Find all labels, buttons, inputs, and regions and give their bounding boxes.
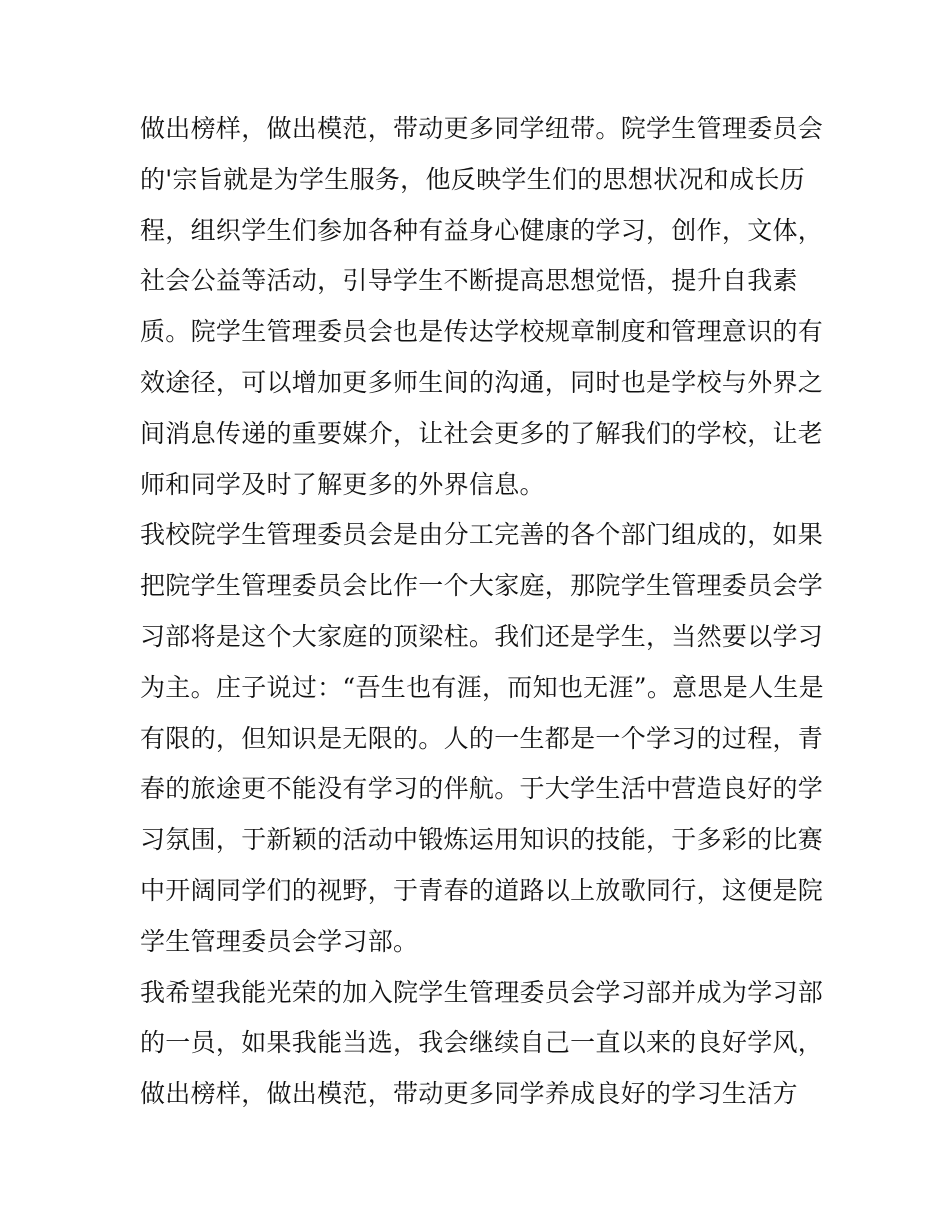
text-line: 习部将是这个大家庭的顶梁柱。我们还是学生，当然要以学习 — [140, 621, 824, 651]
text-line: 中开阔同学们的视野，于青春的道路以上放歌同行，这便是院 — [140, 875, 824, 905]
text-line: 习氛围，于新颖的活动中锻炼运用知识的技能，于多彩的比赛 — [140, 825, 824, 855]
text-line: 师和同学及时了解更多的外界信息。 — [140, 469, 545, 499]
text-line: 有限的，但知识是无限的。人的一生都是一个学习的过程，青 — [140, 723, 824, 753]
text-line: 效途径，可以增加更多师生间的沟通，同时也是学校与外界之 — [140, 367, 824, 397]
text-line: 程，组织学生们参加各种有益身心健康的学习，创作，文体， — [140, 215, 824, 245]
text-line: 的'宗旨就是为学生服务，他反映学生们的思想状况和成长历 — [140, 164, 805, 194]
text-line: 我希望我能光荣的加入院学生管理委员会学习部并成为学习部 — [140, 977, 824, 1007]
text-line: 学生管理委员会学习部。 — [140, 926, 419, 956]
text-line: 做出榜样，做出模范，带动更多同学纽带。院学生管理委员会 — [140, 114, 824, 143]
text-line: 把院学生管理委员会比作一个大家庭，那院学生管理委员会学 — [140, 571, 824, 601]
text-line: 社会公益等活动，引导学生不断提高思想觉悟，提升自我素 — [140, 266, 798, 296]
text-line: 间消息传递的重要媒介，让社会更多的了解我们的学校，让老 — [140, 418, 824, 448]
document-body — [140, 104, 824, 1120]
text-line: 为主。庄子说过：“吾生也有涯，而知也无涯”。意思是人生是 — [140, 672, 824, 702]
text-line: 我校院学生管理委员会是由分工完善的各个部门组成的，如果 — [140, 520, 824, 550]
text-line: 质。院学生管理委员会也是传达学校规章制度和管理意识的有 — [140, 317, 824, 347]
text-line: 春的旅途更不能没有学习的伴航。于大学生活中营造良好的学 — [140, 774, 824, 804]
text-line: 做出榜样，做出模范，带动更多同学养成良好的学习生活方 — [140, 1079, 798, 1109]
text-line: 的一员，如果我能当选，我会继续自己一直以来的良好学风， — [140, 1028, 824, 1058]
